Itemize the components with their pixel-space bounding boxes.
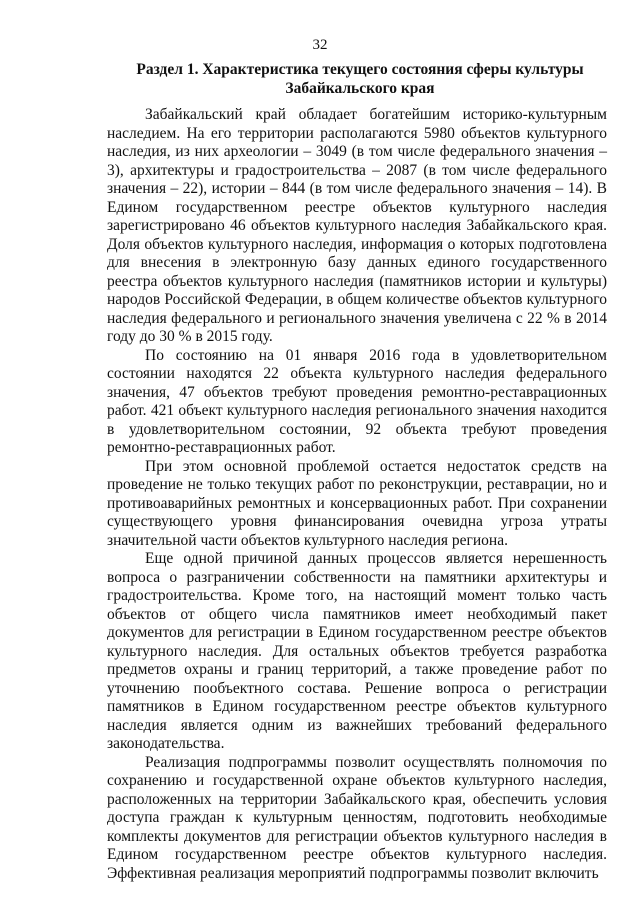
paragraph-heritage-overview: Забайкальский край обладает богатейшим историко-культурным наследием. На его территории располагаются 5980 объектов культурного наследия, из них археологии – 3049 (в том числе федерального значения – 3), архитектуры и градостроительства – 2087 (в том числе федерального значения – 22), истории – 844 (в том числе федерального значения – 14). В Едином государственном реестре объектов культурного наследия зарегистрировано 46 объектов культурного наследия Забайкальского края. Доля объектов культурного наследия, информация о которых подготовлена для внесения в электронную базу данных единого государственного реестра объектов культурного наследия (памятников истории и культуры) народов Российской Федерации, в общем количестве объектов культурного наследия федерального и регионального значения увеличена с 22 % в 2014 году до 30 % в 2015 году. — [107, 106, 607, 345]
section-heading — [100, 60, 620, 98]
page-number: 32 — [312, 37, 328, 53]
paragraph-ownership-issue: Еще одной причиной данных процессов является нерешенность вопроса о разграничении собственности на памятники архитектуры и градостроительства. Кроме того, на настоящий момент только часть объектов от общего числа памятников имеет необходимый пакет документов для регистрации в Едином государственном реестре объектов культурного наследия. Для остальных объектов требуется разработка предметов охраны и границ территорий, а также проведение работ по уточнению пообъектного состава. Решение вопроса о регистрации памятников в Едином государственном реестре объектов культурного наследия является одним из важнейших требований федерального законодательства. — [107, 550, 607, 752]
section-heading-line-2: Забайкальского края — [285, 80, 435, 97]
body-text — [107, 106, 607, 883]
paragraph-subprogram-implementation: Реализация подпрограммы позволит осуществлять полномочия по сохранению и государственной охране объектов культурного наследия, расположенных на территории Забайкальского края, обеспечить условия доступа граждан к культурным ценностям, подготовить необходимые комплекты документов для регистрации объектов культурного наследия в Едином государственном реестре объектов культурного наследия. Эффективная реализация мероприятий подпрограммы позволит включить — [107, 753, 607, 882]
paragraph-condition-status: По состоянию на 01 января 2016 года в удовлетворительном состоянии находятся 22 объекта культурного наследия федерального значения, 47 объектов требуют проведения ремонтно-реставрационных работ. 421 объект культурного наследия регионального значения находится в удовлетворительном состоянии, 92 объекта требуют проведения ремонтно-реставрационных работ. — [107, 346, 607, 456]
section-heading-line-1: Раздел 1. Характеристика текущего состояния сферы культуры — [136, 61, 584, 78]
paragraph-funding-problem: При этом основной проблемой остается недостаток средств на проведение не только текущих работ по реконструкции, реставрации, но и противоаварийных ремонтных и консервационных работ. При сохранении существующего уровня финансирования очевидна угроза утраты значительной части объектов культурного наследия региона. — [107, 457, 607, 549]
